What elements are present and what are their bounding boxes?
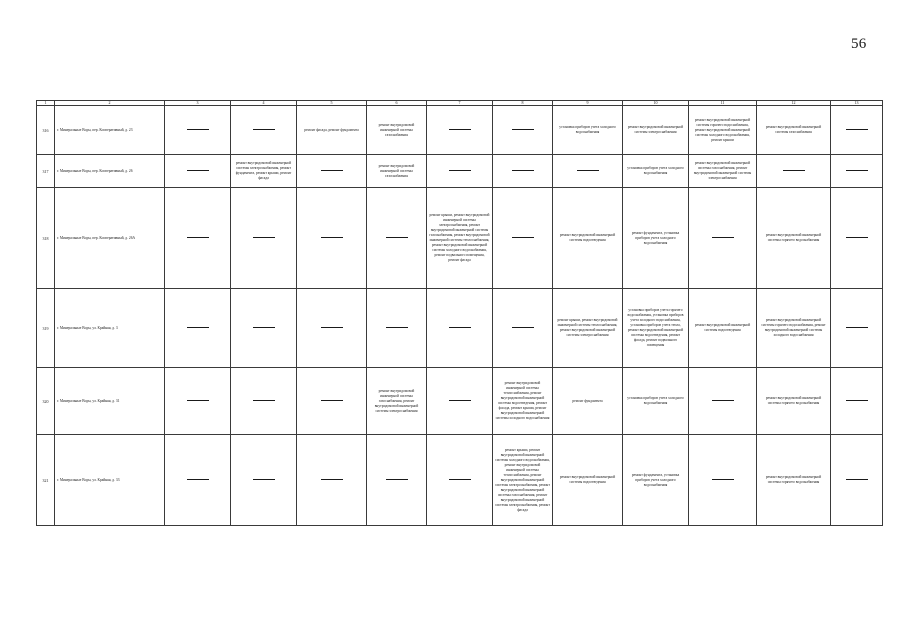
empty-cell <box>757 155 831 188</box>
empty-cell <box>493 289 553 368</box>
dash-mark <box>846 170 868 171</box>
dash-mark <box>512 237 534 238</box>
empty-cell <box>297 368 367 435</box>
empty-cell <box>297 155 367 188</box>
dash-mark <box>846 400 868 401</box>
dash-mark <box>321 400 343 401</box>
empty-cell <box>297 435 367 526</box>
work-cell: ремонт внутридомовой инженерной системы водоотведения <box>553 188 623 289</box>
work-cell: ремонт внутридомовой инженерной системы газоснабжения, ремонт внутридомовой инженерной системы электроснабжения <box>367 368 427 435</box>
column-number-3: 3 <box>165 101 231 106</box>
work-cell: ремонт внутридомовой инженерной системы газоснабжения <box>367 155 427 188</box>
column-number-10: 10 <box>623 101 689 106</box>
empty-cell <box>367 289 427 368</box>
row-number: 317 <box>37 155 55 188</box>
row-number: 319 <box>37 289 55 368</box>
empty-cell <box>165 106 231 155</box>
address-cell: г. Минеральные Воды, пер. Кооперативный, д. 26А <box>55 188 165 289</box>
dash-mark <box>577 170 599 171</box>
empty-cell <box>689 188 757 289</box>
work-cell: ремонт внутридомовой инженерной системы горячего водоснабжения <box>757 435 831 526</box>
work-cell: ремонт внутридомовой инженерной системы электроснабжения, ремонт фундамента, ремонт крыши, ремонт фасада <box>231 155 297 188</box>
column-number-2: 2 <box>55 101 165 106</box>
dash-mark <box>187 479 209 480</box>
work-cell: ремонт внутридомовой инженерной системы газоснабжения <box>367 106 427 155</box>
address-cell: г. Минеральные Воды, пер. Кооперативный, д. 23 <box>55 106 165 155</box>
dash-mark <box>846 237 868 238</box>
empty-cell <box>165 155 231 188</box>
dash-mark <box>253 479 275 480</box>
dash-mark <box>187 327 209 328</box>
column-number-11: 11 <box>689 101 757 106</box>
address-cell: г. Минеральные Воды, ул. Крайняя, д. 31 <box>55 368 165 435</box>
dash-mark <box>449 170 471 171</box>
dash-mark <box>187 170 209 171</box>
dash-mark <box>449 400 471 401</box>
empty-cell <box>231 289 297 368</box>
dash-mark <box>846 129 868 130</box>
dash-mark <box>187 400 209 401</box>
table-row <box>37 435 883 526</box>
empty-cell <box>831 289 883 368</box>
empty-cell <box>165 435 231 526</box>
column-number-13: 13 <box>831 101 883 106</box>
address-cell: г. Минеральные Воды, ул. Крайняя, д. 3 <box>55 289 165 368</box>
column-number-4: 4 <box>231 101 297 106</box>
dash-mark <box>512 170 534 171</box>
work-cell: ремонт внутридомовой инженерной системы водоотведения <box>553 435 623 526</box>
table-row <box>37 155 883 188</box>
repair-schedule-table <box>36 100 883 526</box>
dash-mark <box>253 237 275 238</box>
dash-mark <box>449 129 471 130</box>
address-cell: г. Минеральные Воды, ул. Крайняя, д. 33 <box>55 435 165 526</box>
empty-cell <box>831 368 883 435</box>
table-row <box>37 188 883 289</box>
dash-mark <box>712 400 734 401</box>
work-cell: установка приборов учета холодного водоснабжения <box>623 155 689 188</box>
empty-cell <box>831 188 883 289</box>
dash-mark <box>321 170 343 171</box>
empty-cell <box>689 435 757 526</box>
work-cell: ремонт внутридомовой инженерной системы горячего водоснабжения <box>757 188 831 289</box>
dash-mark <box>187 129 209 130</box>
dash-mark <box>449 479 471 480</box>
dash-mark <box>712 479 734 480</box>
empty-cell <box>297 289 367 368</box>
empty-cell <box>493 155 553 188</box>
dash-mark <box>386 237 408 238</box>
address-cell: г. Минеральные Воды, пер. Кооперативный, д. 26 <box>55 155 165 188</box>
empty-cell <box>831 435 883 526</box>
work-cell: ремонт внутридомовой инженерной системы теплоснабжения, ремонт внутридомовой инженерной системы водоотведения, ремонт фасада, ремонт крыши, ремонт внутридомовой инженерной системы холодного водоснабжения <box>493 368 553 435</box>
work-cell: ремонт фундамента, установка приборов учета холодного водоснабжения <box>623 188 689 289</box>
dash-mark <box>253 400 275 401</box>
dash-mark <box>386 479 408 480</box>
empty-cell <box>553 155 623 188</box>
work-cell: ремонт крыши, ремонт внутридомовой инженерной системы электроснабжения, ремонт внутридомовой инженерной системы газоснабжения, ремонт внутридомовой инженерной системы теплоснабжения, ремонт внутридомовой инженерной системы холодного водоснабжения, ремонт подвального помещения, ремонт фасада <box>427 188 493 289</box>
dash-mark <box>187 237 209 238</box>
dash-mark <box>846 327 868 328</box>
empty-cell <box>831 155 883 188</box>
work-cell: ремонт внутридомовой инженерной системы водоотведения <box>689 289 757 368</box>
empty-cell <box>165 368 231 435</box>
empty-cell <box>231 368 297 435</box>
row-number: 321 <box>37 435 55 526</box>
work-cell: ремонт крыши, ремонт внутридомовой инженерной системы холодного водоснабжения, ремонт внутридомовой инженерной системы теплоснабжения, ремонт внутридомовой инженерной системы электроснабжения, ремонт внутридомовой инженерной системы газоснабжения, ремонт внутридомовой инженерной системы электроснабжения, ремонт фасада <box>493 435 553 526</box>
dash-mark <box>712 237 734 238</box>
column-number-12: 12 <box>757 101 831 106</box>
row-number: 318 <box>37 188 55 289</box>
empty-cell <box>427 289 493 368</box>
empty-cell <box>231 188 297 289</box>
row-number: 316 <box>37 106 55 155</box>
empty-cell <box>231 435 297 526</box>
work-cell: ремонт внутридомовой инженерной системы горячего водоснабжения, ремонт внутридомовой инженерной системы холодного водоснабжения <box>757 289 831 368</box>
column-number-1: 1 <box>37 101 55 106</box>
column-number-6: 6 <box>367 101 427 106</box>
column-number-5: 5 <box>297 101 367 106</box>
empty-cell <box>165 289 231 368</box>
work-cell: ремонт внутридомовой инженерной системы горячего водоснабжения <box>757 368 831 435</box>
empty-cell <box>493 188 553 289</box>
empty-cell <box>367 435 427 526</box>
empty-cell <box>427 155 493 188</box>
empty-cell <box>427 435 493 526</box>
work-cell: ремонт внутридомовой инженерной системы газоснабжения <box>757 106 831 155</box>
dash-mark <box>449 327 471 328</box>
empty-cell <box>367 188 427 289</box>
dash-mark <box>512 129 534 130</box>
empty-cell <box>427 106 493 155</box>
empty-cell <box>427 368 493 435</box>
work-cell: ремонт крыши, ремонт внутридомовой инженерной системы теплоснабжения, ремонт внутридомовой инженерной системы электроснабжения <box>553 289 623 368</box>
work-cell: установка приборов учета холодного водоснабжения <box>623 368 689 435</box>
empty-cell <box>831 106 883 155</box>
dash-mark <box>512 327 534 328</box>
table-row <box>37 106 883 155</box>
row-number: 320 <box>37 368 55 435</box>
empty-cell <box>165 188 231 289</box>
work-cell: ремонт внутридомовой инженерной системы электроснабжения <box>623 106 689 155</box>
dash-mark <box>386 327 408 328</box>
work-cell: ремонт внутридомовой инженерной системы горячего водоснабжения, ремонт внутридомовой инженерной системы холодного водоснабжения, ремонт крыши <box>689 106 757 155</box>
page-number: 56 <box>851 36 867 52</box>
dash-mark <box>783 170 805 171</box>
work-cell: установка приборов учета холодного водоснабжения <box>553 106 623 155</box>
work-cell: установка приборов учета горячего водоснабжения, установка приборов учета холодного водоснабжения, установка приборов учета тепла, ремонт внутридомовой инженерной системы водоотведения, ремонт фасада, ремонт подвального помещения <box>623 289 689 368</box>
work-cell: ремонт фундамента <box>553 368 623 435</box>
work-cell: ремонт внутридомовой инженерной системы газоснабжения, ремонт внутридомовой инженерной системы электроснабжения <box>689 155 757 188</box>
dash-mark <box>321 237 343 238</box>
column-number-7: 7 <box>427 101 493 106</box>
empty-cell <box>493 106 553 155</box>
dash-mark <box>253 327 275 328</box>
dash-mark <box>321 327 343 328</box>
work-cell: ремонт фундамента, установка приборов учета холодного водоснабжения <box>623 435 689 526</box>
work-cell: ремонт фасада, ремонт фундамента <box>297 106 367 155</box>
dash-mark <box>846 479 868 480</box>
table-row <box>37 368 883 435</box>
column-number-9: 9 <box>553 101 623 106</box>
column-number-8: 8 <box>493 101 553 106</box>
empty-cell <box>297 188 367 289</box>
dash-mark <box>321 479 343 480</box>
empty-cell <box>689 368 757 435</box>
table-row <box>37 289 883 368</box>
dash-mark <box>253 129 275 130</box>
empty-cell <box>231 106 297 155</box>
